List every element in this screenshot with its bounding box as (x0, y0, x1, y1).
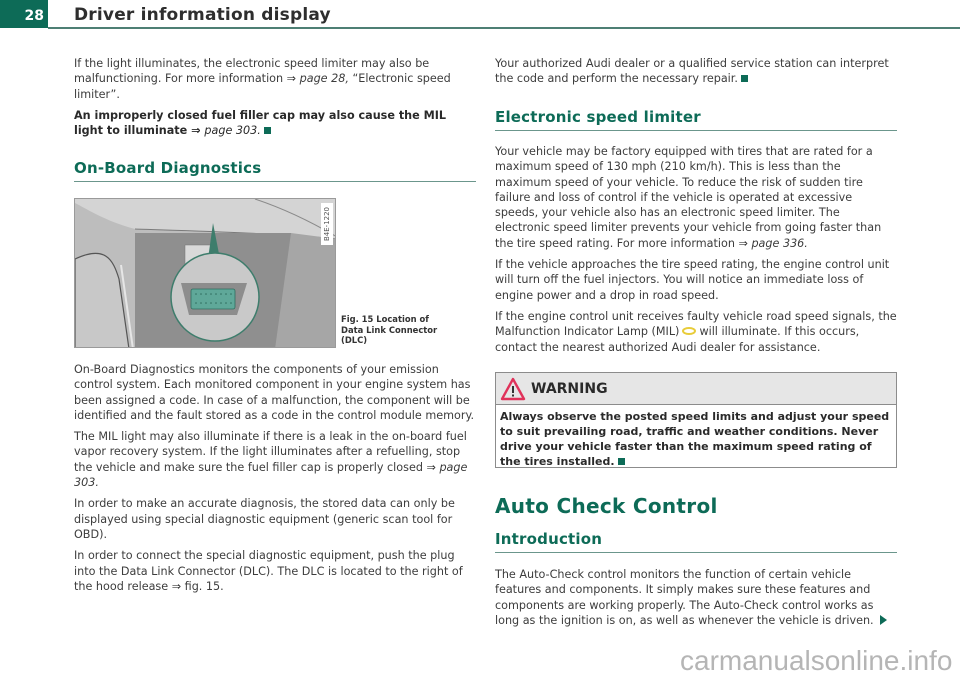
section-title-obd: On-Board Diagnostics (74, 159, 476, 182)
page-link[interactable]: page 303. (74, 460, 468, 490)
speed-limiter-section (495, 108, 897, 355)
chapter-title-auto-check: Auto Check Control (495, 494, 718, 518)
obd-paragraph-3: In order to make an accurate diagnosis, the stored data can only be displayed using special diagnostic equipment (generic scan tool for OBD). (74, 497, 455, 541)
obd-paragraph-1: On-Board Diagnostics monitors the components of your emission control system. Each monitored component in your engine system has been assigned a code. In case of a malfunction, the component will be identified and the fault stored as a code in the control module memory. (74, 363, 475, 422)
end-of-section-icon (618, 458, 625, 465)
speed-limiter-paragraph-2: If the vehicle approaches the tire speed rating, the engine control unit will turn off the fuel injectors. You will notice an immediate loss of engine power and a drop in road speed. (495, 258, 890, 302)
auto-check-paragraph: The Auto-Check control monitors the function of certain vehicle features and components. It simply makes sure these features and components are working properly. The Auto-Check control works as long as the ignition is on, as well as whenever the vehicle is driven. (495, 567, 897, 628)
continue-arrow-icon (880, 615, 887, 625)
speed-limiter-paragraph-3: If the engine control unit receives faulty vehicle road speed signals, the Malfunction Indicator Lamp (MIL) will illuminate. If this occurs, contact the nearest authorized Audi dealer for assistance. (495, 309, 897, 354)
figure-code-label: B4E-1220 (321, 203, 333, 245)
warning-title: WARNING (531, 381, 608, 397)
page-number: 28 (24, 8, 44, 24)
arrow-icon: ⇒ (191, 124, 201, 138)
figure-link[interactable]: fig. 15. (184, 579, 224, 593)
arrow-icon: ⇒ (426, 460, 436, 474)
obd-body (74, 362, 476, 594)
arrow-icon: ⇒ (286, 72, 297, 86)
obd-section-header (74, 159, 476, 182)
obd-paragraph-4: In order to connect the special diagnostic equipment, push the plug into the Data Link Connector (DLC). The DLC is located to the right of the hood release ⇒ fig. 15. (74, 549, 463, 593)
bold-paragraph: An improperly closed fuel filler cap may also cause the MIL light to illuminate ⇒ page 303. (74, 108, 447, 138)
dlc-location-figure (74, 198, 336, 348)
mil-lamp-icon (682, 327, 696, 335)
dashboard-illustration (75, 199, 336, 348)
page-number-block (0, 0, 48, 28)
dealer-paragraph: Your authorized Audi dealer or a qualified service station can interpret the code and perform the necessary repair. (495, 57, 889, 86)
section-title-speed-limiter: Electronic speed limiter (495, 108, 897, 131)
page-link[interactable]: page 28, (299, 72, 349, 86)
warning-header (496, 373, 896, 405)
page-link[interactable]: page 303. (204, 124, 261, 138)
header-rule (48, 27, 960, 29)
left-intro (74, 56, 476, 138)
figure-caption: Fig. 15 Location of Data Link Connector (DLC) (341, 314, 438, 346)
section-title-introduction: Introduction (495, 530, 897, 553)
end-of-section-icon (264, 127, 271, 134)
warning-text: Always observe the posted speed limits and adjust your speed to suit prevailing road, traffic and weather conditions. Never drive your vehicle faster than the maximum speed rating of the tires installed. (500, 410, 890, 468)
watermark: carmanualsonline.info (680, 645, 953, 676)
chapter-header-title: Driver information display (74, 5, 331, 25)
speed-limiter-paragraph-1: Your vehicle may be factory equipped with tires that are rated for a maximum speed of 130 mph (210 km/h). This is less than the maximum speed of your vehicle. To reduce the risk of sudden tire failure and loss of control if the vehicle is operated at excessive speeds, your vehicle also has an electronic speed limiter. The electronic speed limiter prevents your vehicle from going faster than the tire speed rating. For more information ⇒ page 336. (495, 145, 882, 250)
intro-paragraph: If the light illuminates, the electronic speed limiter may also be malfunctioning. For more information ⇒ page 28, “Electronic speed limiter”. (74, 57, 451, 101)
arrow-icon: ⇒ (171, 579, 182, 593)
arrow-icon: ⇒ (738, 236, 748, 250)
warning-box (495, 372, 897, 468)
right-top (495, 56, 897, 87)
end-of-section-icon (741, 75, 748, 82)
obd-paragraph-2: The MIL light may also illuminate if there is a leak in the on-board fuel vapor recovery system. If the light illuminates after a refuelling, stop the vehicle and make sure the fuel filler cap is properly closed ⇒ page 303. (74, 430, 468, 490)
auto-check-section (495, 494, 897, 628)
warning-triangle-icon (500, 377, 526, 401)
page-link[interactable]: page 336. (751, 236, 808, 250)
